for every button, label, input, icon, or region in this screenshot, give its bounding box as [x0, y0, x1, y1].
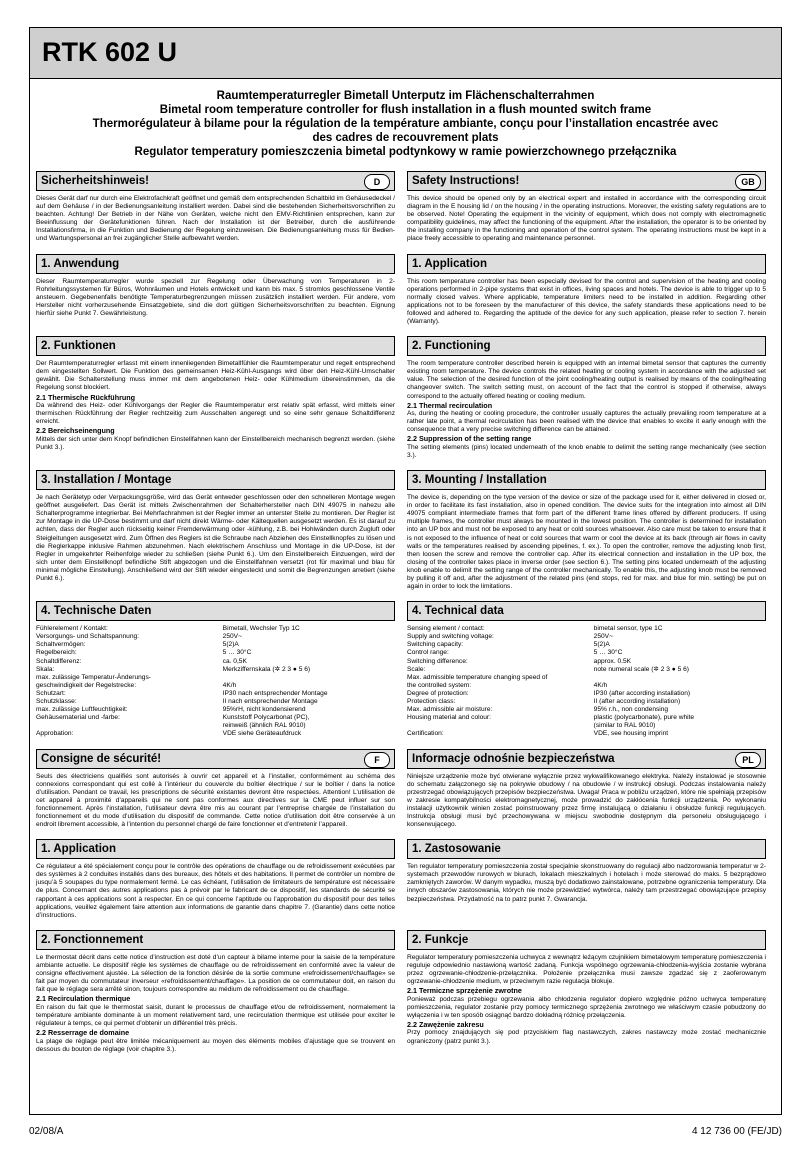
techdata-row	[36, 666, 395, 674]
document-subtitle	[36, 89, 775, 159]
section-title: Informacje odnośnie bezpieczeństwa	[412, 752, 615, 765]
techdata-row	[36, 698, 395, 706]
techdata-key: max. zulässige Luftfeuchtigkeit:	[36, 706, 128, 714]
subsection-text: Da während des Heiz- oder Kühlvorgangs der Regler die Raumtemperatur erst relativ spät erfasst, wird mittels einer thermischen Rückführung der Regler rechtzeitig zum Ausschalten angeregt und so eine sehr genaue Schaltdifferenz erreicht.	[36, 402, 395, 426]
language-badge: D	[364, 174, 390, 190]
techdata-row	[36, 730, 395, 738]
techdata-row	[407, 722, 766, 730]
section-header	[407, 254, 766, 274]
section-title: 1. Application	[412, 257, 487, 270]
techdata-row	[407, 714, 766, 722]
techdata-row	[407, 674, 766, 682]
de-safety-section	[36, 171, 395, 244]
techdata-value: IP30 nach entsprechender Montage	[222, 689, 328, 697]
techdata-key: Certification:	[407, 730, 444, 738]
section-text: Dieses Gerät darf nur durch eine Elektrofachkraft geöffnet und gemäß dem entsprechenden Schaltbild im Gehäusedeckel / auf dem Gehäuse / in der Bedienungsanleitung installiert werden. Dabei sind die bestehenden Sicherheitsvorschriften zu beachten. Achtung! Der Betrieb in der Nähe von Geräten, welche nicht den EMV-Richtlinien entsprechen, kann zur Beeinflussung der Gerätefunktionen führen. Nach der Installation ist der Betreiber, durch die ausführende Installationsfirma, in die Funktion und Bedienung der Regelung einzuweisen. Die Bedienungsanleitung muss für Bedien- und Wartungspersonal an frei zugänglicher Stelle aufbewahrt werden.	[36, 195, 395, 243]
techdata-value: 4K/h	[593, 681, 608, 689]
document-header	[30, 28, 781, 79]
section-text: Ce régulateur a été spécialement conçu pour le contrôle des opérations de chauffage ou de refroidissement exécutées par des systèmes à 2 conduites installés dans des bureaux, des hôtels et des habitations. Il permet de contrôler un nombre de jusqu’à 5 soupapes du type normalement fermé. Le cas échéant, l’utilisation de limitateurs de température est nécessaire de plus. Concernant des autres applications pas à prévoir par le fabricant de ce dispositif, les standards de sécurité se rapportant à ces applications sont à respecter. En ce qui concerne l’aptitude ou l’approbation du dispositif pour des telles applications, veuillez également faire attention aux informations de garantie dans chapitre 7. (Garantie) dans cette notice d’instructions.	[36, 863, 395, 919]
section-text: Le thermostat décrit dans cette notice d’instruction est doté d’un capteur à bilame interne pour la saisie de la température ambiante actuelle. Le dispositif règle les systèmes de chauffage ou de refroidissement en conformité avec la valeur de consigne effectivement ajustée. La sélection de la fonction désirée de la sortie commune «refroidissement/chauffage» se fait par moyen du commutateur inverseur «refroidissement/chauffage». La position de ce commutateur doit, en raison du fait que le réglage sera arrêté sinon, toujours correspondre au médium de refroidissement ou de chauffage.	[36, 953, 395, 994]
section-header	[407, 749, 766, 769]
techdata-key: Max. admissible temperature changing speed of	[407, 673, 548, 681]
techdata-key	[36, 722, 223, 730]
techdata-value: IP30 (after according installation)	[593, 689, 691, 697]
techdata-row	[36, 706, 395, 714]
subsection-title: 2.2 Suppression of the setting range	[407, 434, 532, 444]
section-text: This device should be opened only by an electrical expert and installed in accordance with the corresponding circuit diagram in the E housing lid / on the housing / in the operating instructions. Moreover, the existing safety regulations are to be observed. Note! Operating the equipment in the vicinity of equipment, which does not comply with electromagnetic compatibility guidelines, may affect the functioning of the equipment. After the installation, the operator is to be oriented by the installing company in the functioning and operation of the control system. The operating instructions must be kept in a place freely accessible to operating and maintenance personnel.	[407, 195, 766, 243]
subsection-text: As, during the heating or cooling procedure, the controller usually captures the actually prevailing room temperature at a rather late point, a thermal recirculation has been realised with the device that enables to excite it early enough with the consequence that a very precise switching difference can be attained.	[407, 410, 766, 434]
techdata-row	[407, 625, 766, 633]
techdata-key: Schutzart:	[36, 689, 66, 697]
techdata-value: note numeral scale (✲ 2 3 ● 5 6)	[593, 665, 689, 673]
techdata-value: VDE, see housing imprint	[593, 730, 669, 738]
techdata-row	[407, 682, 766, 690]
row-functions-fr-pl	[30, 930, 781, 1064]
techdata-key: Schaltvermögen:	[36, 641, 86, 649]
row-functions	[30, 336, 781, 470]
techdata-key: Versorgungs- und Schaltspannung:	[36, 633, 140, 641]
techdata-value: (similar to RAL 9010)	[593, 722, 656, 730]
section-title: 3. Mounting / Installation	[412, 474, 547, 487]
techdata-key: Switching capacity:	[407, 641, 464, 649]
section-header	[407, 171, 766, 191]
techdata-value: Kunststoff Polycarbonat (PC),	[222, 714, 310, 722]
techdata-row	[36, 633, 395, 641]
gb-application-section	[407, 254, 766, 327]
section-text: The room temperature controller described herein is equipped with an internal bimetal sensor that captures the currently existing room temperature. The device controls the related heating or cooling system in accordance with the adjusted set value. The selection of the desired function of the joint cooling/heating output is realised by means of the cooling/heating changeover switch. The switch setting must, on account of the fact that the control is stopped if otherwise, always correspond to the actually offered heating or cooling medium.	[407, 360, 766, 400]
techdata-value: 5 … 30°C	[593, 649, 623, 657]
pl-application-section	[407, 839, 766, 920]
footer-article-number: 4 12 736 00 (FE/JD)	[691, 1126, 782, 1137]
section-text: Der Raumtemperaturregler erfasst mit einem innenliegenden Bimetallfühler die Raumtemperatur und regelt entsprechend dem eingestellten Sollwert. Die Funktion des gemeinsamen Heiz-Kühl-Ausgangs wird über den Heiz-Kühl-Umschalter gewählt. Die Schalterstellung muss immer mit dem angebotenen Heiz- oder Kühlmedium übereinstimmen, da die Regelung sonst blockiert.	[36, 360, 395, 392]
section-title: 1. Application	[41, 843, 116, 856]
section-title: 4. Technische Daten	[41, 605, 152, 618]
techdata-value: Bimetall, Wechsler Typ 1C	[222, 625, 300, 633]
techdata-row	[36, 674, 395, 682]
section-header	[36, 171, 395, 191]
section-text: Niniejsze urządzenie może być otwierane wyłącznie przez wykwalifikowanego elektryka. Należy instalować je stosownie do schematu załączonego się na pokrywie obudowy / na obudowie / w instrukcji obsługi. Podczas instalowania należy przestrzegać obowiązujących przepisów bezpieczeństwa. Uwaga! Praca w pobliżu urządzeń, które nie spełniają przepisów w zakresie kompatybilności elektromagnetycznej, może prowadzić do zakłócenia funkcji urządzenia. Po wykonaniu instalacji użytkownik winien zostać poinstruowany przez firmę instalującą o działaniu i obsłudze funkcji regulujących. Instrukcja obsługi musi być przechowywana w miejscu swobodnie dostępnym dla personelu obsługującego i konserwującego.	[407, 772, 766, 829]
techdata-row	[36, 714, 395, 722]
techdata-row	[36, 649, 395, 657]
techdata-key: Supply and switching voltage:	[407, 633, 494, 641]
subsection-text: The setting elements (pins) located underneath of the knob enable to delimit the setting range mechanically (see section 3.).	[407, 443, 766, 459]
techdata-value: ca. 0,5K	[222, 657, 247, 665]
language-badge: PL	[735, 752, 761, 768]
de-application-section	[36, 254, 395, 327]
section-title: 4. Technical data	[412, 605, 504, 618]
techdata-key: Max. admissible air moisture:	[407, 706, 493, 714]
document-frame	[29, 27, 782, 1115]
section-title: 1. Anwendung	[41, 257, 120, 270]
techdata-value: II (after according installation)	[593, 698, 681, 706]
techdata-key: Protection class:	[407, 698, 456, 706]
pl-safety-section	[407, 749, 766, 830]
subsection-title: 2.2 Bereichseinengung	[36, 426, 115, 436]
subsection-text: La plage de réglage peut être limitée mécaniquement au moyen des éléments mobiles d’ajustage que se trouvent en dessous du bouton de réglage (voir chapitre 3.).	[36, 1037, 395, 1053]
techdata-row	[407, 698, 766, 706]
page-title: RTK 602 U	[42, 37, 178, 67]
section-title: 2. Funkcje	[412, 933, 469, 946]
gb-techdata-section	[407, 601, 766, 738]
techdata-value: 5(2)A	[593, 641, 610, 649]
techdata-key: the controlled system:	[407, 681, 472, 689]
techdata-value: 250V~	[593, 633, 613, 641]
techdata-value: 95% r.h., non condensing	[593, 706, 669, 714]
techdata-key: Skala:	[36, 665, 55, 673]
de-techdata-section	[36, 601, 395, 738]
footer-date: 02/08/A	[29, 1126, 64, 1137]
subsection-title: 2.1 Thermische Rückführung	[36, 392, 136, 402]
section-text: This room temperature controller has been especially devised for the control and supervision of the heating and cooling operations performed in 2-pipe systems that exist in offices, living spaces and hotels. The device is able to trigger up to 5 normally closed valves. Where applicable, temperature limiters need to be installed in addition. Regarding other applications not to be foreseen by the manufacturer of this device, the safety standards these applications need to be followed and adhered to. Regarding the aptitude of the device for any such application, please refer to section 7. herein (Warranty).	[407, 277, 766, 326]
section-header	[407, 839, 766, 859]
techdata-row	[407, 666, 766, 674]
techdata-key: Regelbereich:	[36, 649, 77, 657]
techdata-row	[36, 682, 395, 690]
section-text: Ten regulator temperatury pomieszczenia został specjalnie skonstruowany do regulacji albo nadzorowania temperatur w 2-systemach przewodów rurowych w biurach, lokalach mieszkalnych i hotelach i może sterować do maks. 5 bezprądowo zamkniętych zaworów. W danym wypadku, muszą być dodatkowo zainstalowane, potrzebne ograniczenia temperatury. Dla innych obszarów zastosowania, których nie może przewidzieć wytwórca, należy tam przestrzegać obowiązujące przepisy bezpieczeństwa. Przydatność na to patrz punkt 7. Gwarancja.	[407, 863, 766, 903]
techdata-key: Schutzklasse:	[36, 698, 77, 706]
subtitle-line: Regulator temperatury pomieszczenia bimetal podtynkowy w ramie powierzchownego przełącznika	[134, 146, 677, 158]
gb-safety-section	[407, 171, 766, 244]
techdata-value	[594, 674, 766, 682]
techdata-row	[36, 722, 395, 730]
subsection-title: 2.1 Thermal recirculation	[407, 400, 493, 410]
section-title: Safety Instructions!	[412, 175, 520, 187]
subsection-title: 2.1 Termiczne sprzężenie zwrotne	[407, 986, 522, 996]
techdata-key: Scale:	[407, 665, 426, 673]
gb-functions-section	[407, 336, 766, 460]
subsection-title: 2.1 Recirculation thermique	[36, 994, 131, 1004]
techdata-value: reinweiß (ähnlich RAL 9010)	[222, 722, 306, 730]
techdata-key: Approbation:	[36, 730, 74, 738]
de-installation-section	[36, 470, 395, 591]
section-text: Regulator temperatury pomieszczenia uchwyca z wewnątrz leżącym czujnikiem bimetalowym temperaturę pomieszczenia i reguluje odpowiednio nastawioną wartość zadaną. Funkcja wspólnego ogrzewania-chłodzenia-wyjścia zostanie wybrana przez ogrzewanie-chłodzenie-przełącznika. Położenie przełącznika musi zawsze zgadzać się z zaoferowanym ogrzewanie-chłodzenie medium, w przeciwnym razie regulacja blokuje.	[407, 953, 766, 986]
subsection-text: Mittels der sich unter dem Knopf befindlichen Einstellfahnen kann der Einstellbereich mechanisch begrenzt werden. (siehe Punkt 3.).	[36, 435, 395, 451]
techdata-value: bimetal sensor, type 1C	[593, 625, 663, 633]
language-badge: GB	[735, 174, 761, 190]
techdata-key: Fühlerelement / Kontakt:	[36, 625, 108, 633]
techdata-row	[407, 706, 766, 714]
techdata-row	[407, 649, 766, 657]
section-text: Dieser Raumtemperaturregler wurde speziell zur Regelung oder Überwachung von Temperaturen in 2-Rohrleitungssystemen für Büros, Wohnräumen und Hotels entwickelt und kann bis max. 5 stromlos geschlossene Ventile ansteuern. Gegebenenfalls benötigte Temperaturbegrenzungen müssen zusätzlich installiert werden. Für andere, vom Hersteller nicht vorherzusehende Einsatzgebiete, sind die dort gültigen Sicherheitsvorschriften zu beachten. Eignung hierfür siehe Punkt 7. Gewährleistung.	[36, 277, 395, 317]
fr-functions-section	[36, 930, 395, 1054]
section-header	[36, 254, 395, 274]
section-title: Sicherheitshinweis!	[41, 175, 150, 187]
section-header	[407, 470, 766, 490]
techdata-value: 95%rH, nicht kondensierend	[222, 706, 306, 714]
subsection-text: Przy pomocy znajdujących się pod przyciskiem flag nastawczych, zakres nastawczy może zostać mechanicznie ograniczony (patrz punkt 3.).	[407, 1029, 766, 1045]
row-installation	[30, 470, 781, 601]
techdata-row	[36, 625, 395, 633]
subtitle-line: Bimetal room temperature controller for flush installation in a flush mounted switch frame	[159, 104, 652, 116]
section-title: 2. Functioning	[412, 340, 491, 353]
techdata-table	[36, 625, 395, 738]
techdata-key: Degree of protection:	[407, 689, 469, 697]
row-application	[30, 254, 781, 337]
de-functions-section	[36, 336, 395, 460]
gb-installation-section	[407, 470, 766, 591]
subsection-text: Ponieważ podczas przebiegu ogrzewania albo chłodzenia regulator dopiero względnie późno uchwyca temperaturę pomieszczenia, regulator zostanie przy pomocy termicznego sprzężenia zwrotnego we właściwym czasie pobudzony do wyłączenia i w ten sposób osiągnąć bardzo dokładną różnicę przełączenia.	[407, 995, 766, 1019]
techdata-row	[407, 690, 766, 698]
fr-application-section	[36, 839, 395, 920]
section-header	[407, 336, 766, 356]
row-safety	[30, 171, 781, 254]
subtitle-line: Thermorégulateur à bilame pour la régulation de la température ambiante, conçu pour l’installation encastrée avec	[92, 118, 719, 130]
techdata-value: plastic (polycarbonate), pure white	[593, 714, 695, 722]
section-header	[36, 601, 395, 621]
techdata-key: Housing material and colour:	[407, 714, 491, 722]
subsection-text: En raison du fait que le thermostat saisit, durant le processus de chauffage et/ou de refroidissement, normalement la température ambiante dominante à un moment relativement tard, une recirculation thermique est utilisée pour exciter le régulateur à temps, ce qui permet d’obtenir un différentiel très précis.	[36, 1003, 395, 1027]
section-text: The device is, depending on the type version of the device or size of the package used for it, either delivered in closed or, in order to facilitate its fast installation, also in opened condition. The device suits for the integration into almost all DIN 49075 compliant intermediate frames that form part of the different frame lines offered by different producers. If using multiple frames, the controller must always be mounted in the lowest position. The controller is determined for installation into an UP box and must not be exposed to any heat or cold sources whatsoever. Also care must be taken to ensure that it is not exposed to the influence of heat or cold sources that warm or cool the device at its back (through air flows in cavity walls or the temperatures realised by ascending pipelines, f. ex.). To open the controller, remove the adjusting knob first, then loosen the screw and remove the controller cap. After its electrical connection and installation in the UP box, the closing of the controller takes place in inverse order (see section 6.). The setting pins located underneath of the adjusting knob enable to delimit the setting range of the controller mechanically. To enable this, the adjusting knob must be removed by pulling it off and, after the adjustment of the related pins (end stops, red for max. and blue for min. setting) be put on again in order to lock the limitations.	[407, 494, 766, 591]
techdata-key: Sensing element / contact:	[407, 625, 485, 633]
techdata-value: Merkziffernskala (✲ 2 3 ● 5 6)	[222, 665, 311, 673]
techdata-key	[407, 722, 594, 730]
techdata-key: Control range:	[407, 649, 449, 657]
techdata-value: 250V~	[222, 633, 242, 641]
techdata-row	[36, 658, 395, 666]
section-header	[36, 749, 395, 769]
techdata-value: VDE siehe Geräteaufdruck	[222, 730, 302, 738]
row-safety-fr-pl	[30, 749, 781, 840]
section-title: 3. Installation / Montage	[41, 474, 172, 487]
section-title: 2. Funktionen	[41, 340, 116, 353]
section-header	[36, 470, 395, 490]
techdata-row	[36, 641, 395, 649]
fr-safety-section	[36, 749, 395, 830]
section-header	[36, 336, 395, 356]
section-text: Je nach Gerätetyp oder Verpackungsgröße, wird das Gerät entweder geschlossen oder den schnelleren Montage wegen geöffnet ausgeliefert. Das Gerät ist mittels Zwischenrahmen der Schalterhersteller nach DIN 49075 in nahezu alle Schalterprogramme integrierbar. Bei Mehrfachrahmen ist der Regler immer an unterster Stelle zu montieren. Der Regler ist zur Montage in die UP-Dose bestimmt und darf nicht direkt Wärme- oder Kältequellen ausgesetzt werden. Es ist darauf zu achten, dass der Regler auch rückseitig keiner Fremderwärmung oder -kühlung, z.B. bei Hohlwänden durch Zugluft oder Steigleitungen ausgesetzt wird. Zum Öffnen des Reglers ist die Schraube nach Abziehen des Einstellknopfes zu lösen und die Reglerkappe inklusive Rahmen abzunehmen. Nach elektrischem Anschluss und Montage in die UP-Dose, ist der Regler in umgekehrter Reihenfolge wieder zu schließen (siehe Punkt 6.). Um den Einstellbereich Einzuengen, wird der sich unter dem Einstellknopf befindliche Stift abgezogen und die Einstellfahnen versetzt (rot für maximal und blau für minimal mögliche Einstellung). Anschließend wird der Stift wieder eingesteckt und somit die Begrenzungen arretiert (siehe Punkt 6.).	[36, 494, 395, 582]
techdata-row	[407, 641, 766, 649]
section-header	[36, 930, 395, 950]
techdata-row	[407, 730, 766, 738]
techdata-value: approx. 0.5K	[593, 657, 632, 665]
language-badge: F	[364, 752, 390, 768]
techdata-table	[407, 625, 766, 738]
techdata-row	[407, 633, 766, 641]
section-header	[36, 839, 395, 859]
section-title: Consigne de sécurité!	[41, 752, 162, 765]
techdata-key: Switching difference:	[407, 657, 468, 665]
subtitle-line: des cadres de recouvrement plats	[312, 132, 499, 144]
subtitle-line: Raumtemperaturregler Bimetall Unterputz im Flächenschalterrahmen	[216, 90, 595, 102]
row-techdata	[30, 601, 781, 748]
section-title: 2. Fonctionnement	[41, 933, 144, 946]
techdata-value	[223, 674, 395, 682]
techdata-key: geschwindigkeit der Regelstrecke:	[36, 681, 137, 689]
row-application-fr-pl	[30, 839, 781, 930]
techdata-key: max. zulässige Temperatur-Änderungs-	[36, 673, 151, 681]
section-header	[407, 930, 766, 950]
subsection-title: 2.2 Zawężenie zakresu	[407, 1019, 484, 1029]
subsection-title: 2.2 Resserrage de domaine	[36, 1028, 130, 1038]
techdata-row	[36, 690, 395, 698]
techdata-row	[407, 658, 766, 666]
techdata-value: 4K/h	[222, 681, 237, 689]
techdata-value: 5 … 30°C	[222, 649, 252, 657]
techdata-value: 5(2)A	[222, 641, 239, 649]
section-header	[407, 601, 766, 621]
techdata-key: Schaltdifferenz:	[36, 657, 82, 665]
pl-functions-section	[407, 930, 766, 1054]
techdata-value: II nach entsprechender Montage	[222, 698, 318, 706]
section-text: Seuls des électriciens qualifiés sont autorisés à ouvrir cet appareil et à l’installer, conformément au schéma des connexions correspondant qui est collé à l’intérieur du couvercle du boîtier électrique / sur le boîtier / dans la notice d’utilisation. Pendant ce travail, les prescriptions de sécurité existantes devront être respectées. Attention! L’utilisation de cet appareil à proximité d’appareils qui ne sont pas conformes aux directives sur la CME peut influer sur son fonctionnement. Après l’installation, l’utilisateur devra être mis au courant par l’entreprise chargée de l’installation du fonctionnement et du mode d’utilisation du dispositif de commande. Cette notice d’utilisation doit être conservée à un endroit librement accessible, à l’intention du personnel chargé de faire fonctionner et d’entretenir l’appareil.	[36, 772, 395, 829]
section-title: 1. Zastosowanie	[412, 843, 501, 856]
techdata-key: Gehäusematerial und -farbe:	[36, 714, 120, 722]
